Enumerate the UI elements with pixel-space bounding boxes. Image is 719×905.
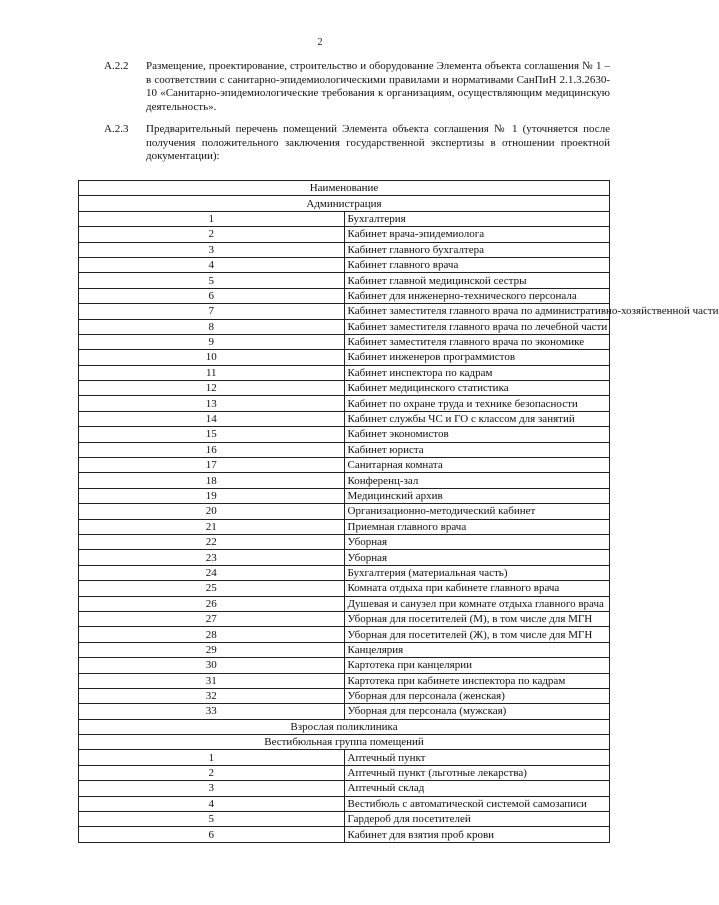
room-name: Кабинет юриста xyxy=(344,442,610,457)
room-name: Уборная xyxy=(344,550,610,565)
section-title: Администрация xyxy=(79,196,610,211)
room-name: Картотека при канцелярии xyxy=(344,658,610,673)
room-name: Кабинет по охране труда и технике безопасности xyxy=(344,396,610,411)
table-row xyxy=(79,642,610,657)
room-name: Медицинский архив xyxy=(344,488,610,503)
section-title: Взрослая поликлиника xyxy=(79,719,610,734)
table-row xyxy=(79,596,610,611)
room-name: Кабинет для взятия проб крови xyxy=(344,827,610,842)
row-number: 6 xyxy=(79,827,345,842)
row-number: 28 xyxy=(79,627,345,642)
room-name: Кабинет заместителя главного врача по экономике xyxy=(344,334,610,349)
table-row xyxy=(79,658,610,673)
row-number: 1 xyxy=(79,211,345,226)
room-name: Уборная для посетителей (Ж), в том числе для МГН xyxy=(344,627,610,642)
table-row xyxy=(79,519,610,534)
row-number: 6 xyxy=(79,288,345,303)
room-name: Кабинет главного врача xyxy=(344,257,610,272)
table-row xyxy=(79,288,610,303)
room-name: Кабинет службы ЧС и ГО с классом для занятий xyxy=(344,411,610,426)
room-name: Организационно-методический кабинет xyxy=(344,504,610,519)
section-title-row xyxy=(79,196,610,211)
room-name: Бухгалтерия xyxy=(344,211,610,226)
row-number: 24 xyxy=(79,565,345,580)
table-row xyxy=(79,611,610,626)
paragraph-number: A.2.3 xyxy=(104,123,129,135)
row-number: 19 xyxy=(79,488,345,503)
table-header-row xyxy=(79,181,610,196)
room-name: Уборная для посетителей (М), в том числе для МГН xyxy=(344,611,610,626)
paragraph-number: A.2.2 xyxy=(104,60,129,72)
table-row xyxy=(79,273,610,288)
table-row xyxy=(79,411,610,426)
row-number: 17 xyxy=(79,458,345,473)
row-number: 23 xyxy=(79,550,345,565)
row-number: 16 xyxy=(79,442,345,457)
table-row xyxy=(79,211,610,226)
table-row xyxy=(79,550,610,565)
row-number: 27 xyxy=(79,611,345,626)
table-header: Наименование xyxy=(79,181,610,196)
premises-table xyxy=(78,180,719,843)
row-number: 10 xyxy=(79,350,345,365)
table-row xyxy=(79,688,610,703)
row-number: 14 xyxy=(79,411,345,426)
room-name: Аптечный пункт (льготные лекарства) xyxy=(344,765,610,780)
room-name: Кабинет заместителя главного врача по лечебной части xyxy=(344,319,610,334)
row-number: 20 xyxy=(79,504,345,519)
table-row xyxy=(79,781,610,796)
row-number: 21 xyxy=(79,519,345,534)
row-number: 5 xyxy=(79,812,345,827)
room-name: Кабинет инженеров программистов xyxy=(344,350,610,365)
room-name: Картотека при кабинете инспектора по кадрам xyxy=(344,673,610,688)
table-row xyxy=(79,504,610,519)
table-row xyxy=(79,427,610,442)
row-number: 11 xyxy=(79,365,345,380)
room-name: Комната отдыха при кабинете главного врача xyxy=(344,581,610,596)
row-number: 29 xyxy=(79,642,345,657)
room-name: Конференц-зал xyxy=(344,473,610,488)
row-number: 2 xyxy=(79,227,345,242)
table-row xyxy=(79,365,610,380)
room-name: Кабинет заместителя главного врача по административно-хозяйственной части xyxy=(344,304,610,319)
room-name: Уборная для персонала (женская) xyxy=(344,688,610,703)
room-name: Кабинет врача-эпидемиолога xyxy=(344,227,610,242)
row-number: 22 xyxy=(79,534,345,549)
row-number: 31 xyxy=(79,673,345,688)
row-number: 33 xyxy=(79,704,345,719)
table-row xyxy=(79,673,610,688)
room-name: Бухгалтерия (материальная часть) xyxy=(344,565,610,580)
row-number: 30 xyxy=(79,658,345,673)
room-name: Уборная xyxy=(344,534,610,549)
paragraph-text: Предварительный перечень помещений Элемента объекта соглашения № 1 (уточняется после получения положительного заключения государственной экспертизы в отношении проектной документации): xyxy=(146,123,610,162)
row-number: 12 xyxy=(79,381,345,396)
room-name: Кабинет главного бухгалтера xyxy=(344,242,610,257)
section-title-row xyxy=(79,719,610,734)
table-row xyxy=(79,750,610,765)
paragraph-a-2-3 xyxy=(104,123,610,164)
table-row xyxy=(79,458,610,473)
room-name: Уборная для персонала (мужская) xyxy=(344,704,610,719)
row-number: 8 xyxy=(79,319,345,334)
row-number: 26 xyxy=(79,596,345,611)
row-number: 3 xyxy=(79,242,345,257)
room-name: Гардероб для посетителей xyxy=(344,812,610,827)
table-row xyxy=(79,304,610,319)
row-number: 25 xyxy=(79,581,345,596)
table-row xyxy=(79,827,610,842)
room-name: Аптечный склад xyxy=(344,781,610,796)
row-number: 7 xyxy=(79,304,345,319)
page-number: 2 xyxy=(317,37,323,48)
row-number: 2 xyxy=(79,765,345,780)
table-row xyxy=(79,334,610,349)
row-number: 3 xyxy=(79,781,345,796)
table-row xyxy=(79,627,610,642)
table-row xyxy=(79,704,610,719)
room-name: Аптечный пункт xyxy=(344,750,610,765)
room-name: Кабинет экономистов xyxy=(344,427,610,442)
table-row xyxy=(79,473,610,488)
table-row xyxy=(79,581,610,596)
room-name: Кабинет для инженерно-технического персонала xyxy=(344,288,610,303)
row-number: 1 xyxy=(79,750,345,765)
row-number: 15 xyxy=(79,427,345,442)
table-row xyxy=(79,442,610,457)
table-row xyxy=(79,319,610,334)
row-number: 4 xyxy=(79,257,345,272)
table-row xyxy=(79,565,610,580)
row-number: 4 xyxy=(79,796,345,811)
room-name: Канцелярия xyxy=(344,642,610,657)
table-row xyxy=(79,534,610,549)
room-name: Приемная главного врача xyxy=(344,519,610,534)
table-row xyxy=(79,242,610,257)
room-name: Санитарная комната xyxy=(344,458,610,473)
room-name: Кабинет главной медицинской сестры xyxy=(344,273,610,288)
row-number: 18 xyxy=(79,473,345,488)
room-name: Кабинет инспектора по кадрам xyxy=(344,365,610,380)
table-row xyxy=(79,350,610,365)
paragraph-a-2-2 xyxy=(104,60,610,114)
table-row xyxy=(79,812,610,827)
table-row xyxy=(79,381,610,396)
section-subtitle: Вестибюльная группа помещений xyxy=(79,735,610,750)
table-row xyxy=(79,257,610,272)
section-subtitle-row xyxy=(79,735,610,750)
row-number: 5 xyxy=(79,273,345,288)
paragraph-text: Размещение, проектирование, строительство и оборудование Элемента объекта соглашения № 1 – в соответствии с санитарно-эпидемиологическими правилами и нормативами СанПиН 2.1.3.2630-10 «Санитарно-эпидемиологические требования к организациям, осуществляющим медицинскую деятельность». xyxy=(146,60,610,113)
table-row xyxy=(79,396,610,411)
row-number: 13 xyxy=(79,396,345,411)
room-name: Вестибюль с автоматической системой самозаписи xyxy=(344,796,610,811)
table-row xyxy=(79,765,610,780)
room-name: Душевая и санузел при комнате отдыха главного врача xyxy=(344,596,610,611)
table-row xyxy=(79,796,610,811)
row-number: 32 xyxy=(79,688,345,703)
table-row xyxy=(79,488,610,503)
row-number: 9 xyxy=(79,334,345,349)
room-name: Кабинет медицинского статистика xyxy=(344,381,610,396)
table-row xyxy=(79,227,610,242)
